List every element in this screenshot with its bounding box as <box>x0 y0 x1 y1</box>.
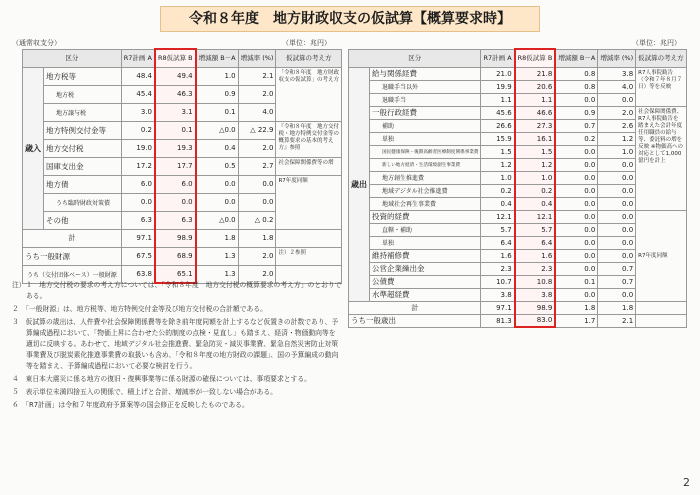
col-r8-r: R8仮試算 B <box>515 49 556 67</box>
col-r7: R7計画 A <box>121 49 155 67</box>
right-unit-label: （単位：兆円） <box>632 39 681 47</box>
general-r8: 83.0 <box>515 314 556 327</box>
row-label: 投資的経費 <box>370 210 481 223</box>
total-label: 計 <box>349 301 481 314</box>
memo-cell: 社会保障関係費、R7人事院勧告を踏まえた会計年度任用職員の給与等、委託料の増を反映 ※物価高への対応として1,000億円を計上 <box>636 106 687 210</box>
general-row <box>23 247 342 265</box>
cell-rate: △ 22.9 <box>238 121 276 139</box>
general-row <box>349 314 687 327</box>
cell-diff: 0.0 <box>555 158 597 171</box>
row-label: 退職手当 <box>370 93 481 106</box>
col-diff: 増減額 B－A <box>196 49 238 67</box>
cell-r7: 45.6 <box>481 106 515 119</box>
row-label: 単独 <box>370 236 481 249</box>
cell-rate: 0.0 <box>598 249 636 262</box>
cell-r8: 3.8 <box>515 288 556 301</box>
memo-cell <box>636 314 687 327</box>
table-row <box>349 93 687 106</box>
cell-r7: 5.7 <box>481 223 515 236</box>
cell-r7: 0.2 <box>481 184 515 197</box>
cell-diff: 0.9 <box>196 85 238 103</box>
cell-rate: 0.0 <box>598 210 636 223</box>
cell-rate: 2.0 <box>238 85 276 103</box>
cell-rate: 0.0 <box>598 236 636 249</box>
cell-rate: 0.0 <box>598 184 636 197</box>
cell-rate: 0.0 <box>598 171 636 184</box>
expenditure-table <box>348 48 687 328</box>
cell-r7: 12.1 <box>481 210 515 223</box>
total-r7: 97.1 <box>481 301 515 314</box>
cell-diff: 0.0 <box>196 175 238 193</box>
col-kubun-r: 区分 <box>349 49 481 67</box>
table-row <box>349 236 687 249</box>
col-memo-r: 仮試算の考え方 <box>636 49 687 67</box>
cell-r7: 45.4 <box>121 85 155 103</box>
cell-r8: 0.4 <box>515 197 556 210</box>
general2-r8: 65.1 <box>155 265 196 283</box>
general-diff: 1.3 <box>196 247 238 265</box>
cell-r7: 0.0 <box>121 193 155 211</box>
memo-cell: 「令和８年度 地方財政収支の仮試算」の考え方 <box>276 67 342 121</box>
total-row <box>23 229 342 247</box>
row-label: 地方特例交付金等 <box>44 121 122 139</box>
cell-rate: 2.0 <box>238 139 276 157</box>
row-label: 地方税等 <box>44 67 122 85</box>
row-label: 国民健康保険・後期高齢者医療制度関係事業費 <box>370 145 481 158</box>
table-row <box>349 67 687 80</box>
table-row <box>349 210 687 223</box>
cell-r7: 1.2 <box>481 158 515 171</box>
cell-r7: 0.4 <box>481 197 515 210</box>
table-row <box>349 197 687 210</box>
table-row <box>349 288 687 301</box>
row-label: 地域デジタル社会推進費 <box>370 184 481 197</box>
cell-r7: 1.6 <box>481 249 515 262</box>
cell-rate: 0.7 <box>598 275 636 288</box>
cell-r8: 6.3 <box>155 211 196 229</box>
general-label: うち一般財源 <box>23 247 122 265</box>
col-memo: 仮試算の考え方 <box>276 49 342 67</box>
table-row <box>23 157 342 175</box>
total-diff: 1.8 <box>196 229 238 247</box>
cell-rate: 0.0 <box>598 223 636 236</box>
cell-diff: 0.1 <box>555 275 597 288</box>
row-label: うち臨時財政対策債 <box>44 193 122 211</box>
cell-r8: 1.2 <box>515 158 556 171</box>
footnote: ５ 表示単位未満四捨五入の関係で、積上げと合計、増減率が一致しない場合がある。 <box>12 388 277 396</box>
table-row <box>349 275 687 288</box>
row-label: 地方税 <box>44 85 122 103</box>
cell-r7: 6.3 <box>121 211 155 229</box>
cell-rate: 0.0 <box>598 93 636 106</box>
cell-r8: 12.1 <box>515 210 556 223</box>
col-r7-r: R7計画 A <box>481 49 515 67</box>
total-rate: 1.8 <box>238 229 276 247</box>
page-title: 令和８年度 地方財政収支の仮試算【概算要求時】 <box>160 6 540 32</box>
row-label: 直轄・補助 <box>370 223 481 236</box>
cell-rate: 1.0 <box>598 145 636 158</box>
row-label: 単独 <box>370 132 481 145</box>
cell-diff: 0.0 <box>555 223 597 236</box>
general2-rate: 2.0 <box>238 265 276 283</box>
total-label: 計 <box>23 229 122 247</box>
cell-diff: △0.0 <box>196 121 238 139</box>
footnote: ２ 「一般財源」は、地方税等、地方特例交付金等及び地方交付税の合計額である。 <box>12 305 267 313</box>
cell-r8: 6.0 <box>155 175 196 193</box>
cell-r7: 3.8 <box>481 288 515 301</box>
table-row <box>349 158 687 171</box>
cell-rate: 4.0 <box>598 80 636 93</box>
total-r7: 97.1 <box>121 229 155 247</box>
cell-r7: 10.7 <box>481 275 515 288</box>
cell-rate: 3.8 <box>598 67 636 80</box>
cell-r7: 6.0 <box>121 175 155 193</box>
row-label: 補助 <box>370 119 481 132</box>
memo-cell: R7人事院勧告（令和７年８月７日）等を反映 <box>636 67 687 106</box>
cell-r8: 5.7 <box>515 223 556 236</box>
row-label: 地方譲与税 <box>44 103 122 121</box>
general-rate: 2.1 <box>598 314 636 327</box>
col-r8: R8仮試算 B <box>155 49 196 67</box>
table-row <box>349 106 687 119</box>
cell-r8: 20.6 <box>515 80 556 93</box>
table-row <box>23 67 342 85</box>
footnote: 注）１ 地方交付税の要求の考え方については、「令和８年度 地方交付税の概算要求の考え方」のとおりである。 <box>12 281 342 300</box>
cell-diff: 0.5 <box>196 157 238 175</box>
general2-label: うち（交付団体ベース）一般財源 <box>23 265 122 283</box>
table-row <box>349 145 687 158</box>
col-rate-r: 増減率 (%) <box>598 49 636 67</box>
cell-r7: 6.4 <box>481 236 515 249</box>
cell-r8: 19.3 <box>155 139 196 157</box>
cell-r8: 46.6 <box>515 106 556 119</box>
cell-diff: 0.0 <box>555 210 597 223</box>
cell-r7: 21.0 <box>481 67 515 80</box>
cell-r7: 48.4 <box>121 67 155 85</box>
revenue-table <box>22 48 342 284</box>
cell-diff: 0.0 <box>555 184 597 197</box>
cell-rate: 0.0 <box>598 158 636 171</box>
cell-r7: 15.9 <box>481 132 515 145</box>
cell-r7: 1.1 <box>481 93 515 106</box>
cell-diff: 0.0 <box>196 193 238 211</box>
table-row <box>349 262 687 275</box>
table-row <box>349 223 687 236</box>
cell-diff: 0.0 <box>555 93 597 106</box>
cell-r8: 1.0 <box>515 171 556 184</box>
table-row <box>23 175 342 193</box>
cell-diff: 0.2 <box>555 132 597 145</box>
cell-rate: △ 0.2 <box>238 211 276 229</box>
general2-r7: 63.8 <box>121 265 155 283</box>
row-label: 新しい地方経済・生活環境創生事業費 <box>370 158 481 171</box>
cell-r8: 1.1 <box>515 93 556 106</box>
cell-rate: 2.7 <box>238 157 276 175</box>
cell-r7: 2.3 <box>481 262 515 275</box>
table-row <box>349 171 687 184</box>
footnotes <box>12 280 342 413</box>
cell-diff: 0.4 <box>196 139 238 157</box>
general-r7: 67.5 <box>121 247 155 265</box>
cell-diff: 0.0 <box>555 249 597 262</box>
row-label: 退職手当以外 <box>370 80 481 93</box>
cell-r7: 1.0 <box>481 171 515 184</box>
row-label: 維持補修費 <box>370 249 481 262</box>
total-rate: 1.8 <box>598 301 636 314</box>
cell-diff: 0.0 <box>555 197 597 210</box>
total-r8: 98.9 <box>155 229 196 247</box>
cell-rate: 4.0 <box>238 103 276 121</box>
cell-diff: △0.0 <box>196 211 238 229</box>
table-row <box>349 80 687 93</box>
cell-rate: 0.7 <box>598 262 636 275</box>
memo-cell: 注）２参照 <box>276 247 342 265</box>
footnote: ３ 仮試算の歳出は、人件費や社会保障関係費等を除き前年度同額を計上するなど仮置きの計数であり、予算編成過程において、「物価上昇に合わせた公的制度の点検・見直し」も踏まえ、経済・物価動向等を適切に反映する。あわせて、地域デジタル社会推進費、緊急防災・減災事業費、緊急自然災害防止対策事業費及び脱炭素化推進事業費の取扱いも含め、「令和８年度の地方財政の課題」、国の予算編成の動向等を踏まえ、予算編成過程において必要な検討を行う。 <box>12 318 339 370</box>
cell-r7: 0.2 <box>121 121 155 139</box>
general-label: うち一般歳出 <box>349 314 481 327</box>
left-unit-label: （単位：兆円） <box>282 39 331 47</box>
memo-cell: 『令和８年度 地方交付税・地方特例交付金等の概算要求の基本的考え方』参照 <box>276 121 342 157</box>
memo-cell <box>276 229 342 247</box>
cell-r7: 19.9 <box>481 80 515 93</box>
row-label: 地方創生推進費 <box>370 171 481 184</box>
row-label: 国庫支出金 <box>44 157 122 175</box>
memo-cell <box>636 301 687 314</box>
cell-r7: 1.5 <box>481 145 515 158</box>
cell-diff: 0.0 <box>555 262 597 275</box>
cell-rate: 2.0 <box>598 106 636 119</box>
cell-rate: 1.2 <box>598 132 636 145</box>
page-number: 2 <box>683 476 690 489</box>
cell-r8: 6.4 <box>515 236 556 249</box>
cell-r7: 17.2 <box>121 157 155 175</box>
row-label: 水準超経費 <box>370 288 481 301</box>
total-row <box>349 301 687 314</box>
cell-r8: 46.3 <box>155 85 196 103</box>
col-kubun: 区分 <box>23 49 122 67</box>
cell-r8: 1.5 <box>515 145 556 158</box>
cell-diff: 0.0 <box>555 288 597 301</box>
section-revenue: 歳入 <box>23 67 44 229</box>
general-rate: 2.0 <box>238 247 276 265</box>
cell-diff: 0.1 <box>196 103 238 121</box>
cell-diff: 0.0 <box>555 171 597 184</box>
memo-cell: R7年度同額 <box>636 210 687 301</box>
cell-r8: 49.4 <box>155 67 196 85</box>
total-r8: 98.9 <box>515 301 556 314</box>
cell-r8: 0.0 <box>155 193 196 211</box>
row-label: その他 <box>44 211 122 229</box>
row-label: 公営企業繰出金 <box>370 262 481 275</box>
table-row <box>349 132 687 145</box>
cell-rate: 0.0 <box>238 175 276 193</box>
general-r8: 68.9 <box>155 247 196 265</box>
cell-r8: 16.1 <box>515 132 556 145</box>
cell-diff: 0.9 <box>555 106 597 119</box>
cell-rate: 0.0 <box>598 197 636 210</box>
cell-diff: 0.0 <box>555 236 597 249</box>
memo-cell: 社会保障関係費等の増 <box>276 157 342 175</box>
cell-r8: 17.7 <box>155 157 196 175</box>
general-r7: 81.3 <box>481 314 515 327</box>
cell-rate: 2.1 <box>238 67 276 85</box>
table-row <box>349 184 687 197</box>
table-row <box>349 249 687 262</box>
col-diff-r: 増減額 B－A <box>555 49 597 67</box>
cell-diff: 0.8 <box>555 67 597 80</box>
row-label: 地方債 <box>44 175 122 193</box>
cell-r8: 3.1 <box>155 103 196 121</box>
cell-r8: 21.8 <box>515 67 556 80</box>
cell-r8: 0.2 <box>515 184 556 197</box>
footnote: ４ 東日本大震災に係る地方の復旧・復興事業等に係る財源の確保については、事項要求とする。 <box>12 375 311 383</box>
general-diff: 1.7 <box>555 314 597 327</box>
footnote: ６ 「R7計画」は令和７年度政府予算案等の国会修正を反映したものである。 <box>12 401 249 409</box>
row-label: 地域社会再生事業費 <box>370 197 481 210</box>
cell-r8: 2.3 <box>515 262 556 275</box>
general2-diff: 1.3 <box>196 265 238 283</box>
cell-r8: 0.1 <box>155 121 196 139</box>
row-label: 給与関係経費 <box>370 67 481 80</box>
cell-r8: 27.3 <box>515 119 556 132</box>
cell-r8: 1.6 <box>515 249 556 262</box>
cell-rate: 0.0 <box>598 288 636 301</box>
cell-diff: 1.0 <box>196 67 238 85</box>
total-diff: 1.8 <box>555 301 597 314</box>
cell-diff: 0.8 <box>555 80 597 93</box>
cell-r7: 19.0 <box>121 139 155 157</box>
cell-rate: 0.0 <box>238 193 276 211</box>
memo-cell: R7年度同額 <box>276 175 342 229</box>
table-row <box>349 119 687 132</box>
row-label: 地方交付税 <box>44 139 122 157</box>
cell-diff: 0.0 <box>555 145 597 158</box>
section-expenditure: 歳出 <box>349 67 370 301</box>
left-unit-note: （通常収支分） <box>12 39 61 47</box>
cell-diff: 0.7 <box>555 119 597 132</box>
cell-rate: 2.6 <box>598 119 636 132</box>
cell-r7: 3.0 <box>121 103 155 121</box>
row-label: 一般行政経費 <box>370 106 481 119</box>
cell-r8: 10.8 <box>515 275 556 288</box>
row-label: 公債費 <box>370 275 481 288</box>
cell-r7: 26.6 <box>481 119 515 132</box>
col-rate: 増減率 (%) <box>238 49 276 67</box>
table-row <box>23 121 342 139</box>
